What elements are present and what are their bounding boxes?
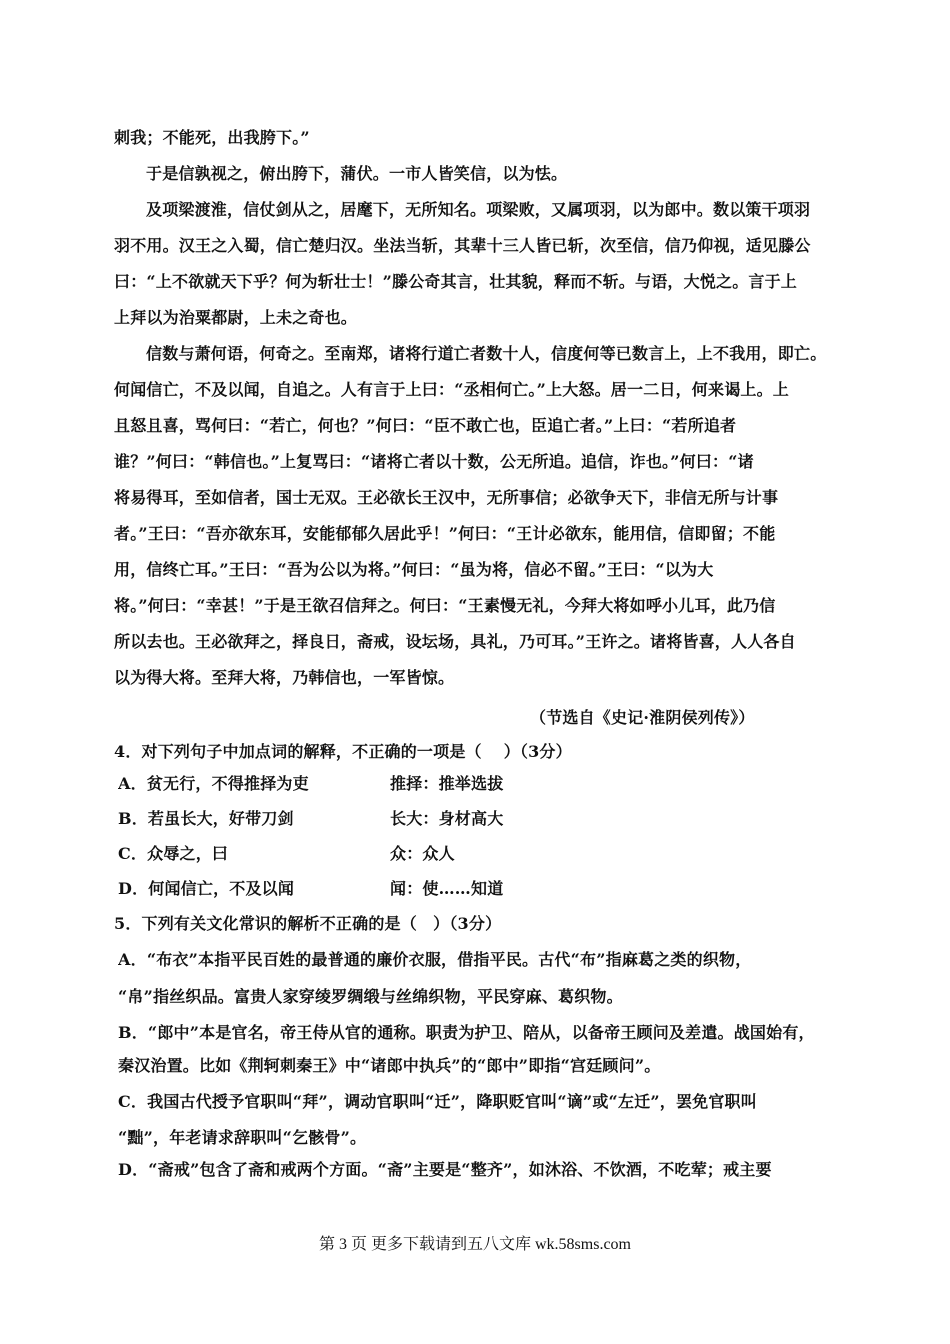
passage-line: 所以去也。王必欲拜之，择良日，斋戒，设坛场，具礼，乃可耳。”王许之。诸将皆喜，人人各自	[114, 632, 796, 651]
passage-line: 以为得大将。至拜大将，乃韩信也，一军皆惊。	[114, 668, 455, 687]
page-footer: 第 3 页 更多下载请到五八文库 wk.58sms.com	[318, 1236, 631, 1253]
passage-source: （节选自《史记·淮阴侯列传》）	[530, 708, 755, 727]
passage-line: 何闻信亡，不及以闻，自追之。人有言于上曰：“丞相何亡。”上大怒。居一二日，何来谒上。上	[114, 380, 790, 399]
passage-line: 刺我；不能死，出我胯下。”	[114, 128, 310, 147]
passage-line: 及项梁渡淮，信仗剑从之，居麾下，无所知名。项梁败，又属项羽，以为郎中。数以策干项羽	[146, 200, 811, 219]
passage-line: 上拜以为治粟都尉，上未之奇也。	[114, 308, 358, 327]
q4-option-d-gloss: 闻：使……知道	[390, 879, 504, 898]
passage-line: 信数与萧何语，何奇之。至南郑，诸将行道亡者数十人，信度何等已数言上，上不我用，即亡。	[146, 344, 827, 363]
passage-line: 用，信终亡耳。”王曰：“吾为公以为将。”何曰：“虽为将，信必不留。”王曰：“以为大	[114, 560, 714, 579]
q5-choice-line: “帛”指丝织品。富贵人家穿绫罗绸缎与丝绵织物，平民穿麻、葛织物。	[118, 987, 623, 1006]
passage-line: 于是信孰视之，俯出胯下，蒲伏。一市人皆笑信，以为怯。	[146, 164, 568, 183]
passage-line: 曰：“上不欲就天下乎？何为斩壮士！”滕公奇其言，壮其貌，释而不斩。与语，大悦之。言于上	[114, 272, 798, 291]
q5-choice-line: C．我国古代授予官职叫“拜”，调动官职叫“迁”，降职贬官叫“谪”或“左迁”，罢免官职叫	[118, 1092, 757, 1111]
q5-choice-line: 秦汉治置。比如《荆轲刺秦王》中“诸郎中执兵”的“郎中”即指“宫廷顾问”。	[118, 1056, 661, 1075]
q5-choice-line: B．“郎中”本是官名，帝王侍从官的通称。职责为护卫、陪从，以备帝王顾问及差遣。战国始有，	[118, 1023, 815, 1042]
q5-choice-line: D．“斋戒”包含了斋和戒两个方面。“斋”主要是“整齐”，如沐浴、不饮酒，不吃荤；戒主要	[118, 1160, 772, 1179]
q5-choice-line: “黜”，年老请求辞职叫“乞骸骨”。	[118, 1128, 367, 1147]
question-4-stem: 4．对下列句子中加点词的解释，不正确的一项是（ ）（3分）	[114, 742, 572, 761]
q4-option-c-gloss: 众：众人	[390, 844, 455, 863]
q4-option-c-sentence: C．众辱之，曰	[118, 844, 229, 863]
q4-option-d-sentence: D．何闻信亡，不及以闻	[118, 879, 295, 898]
q5-choice-line: A．“布衣”本指平民百姓的最普通的廉价衣服，借指平民。古代“布”指麻葛之类的织物，	[118, 950, 752, 969]
question-5-stem: 5．下列有关文化常识的解析不正确的是（ ）（3分）	[114, 914, 502, 933]
passage-line: 者。”王曰：“吾亦欲东耳，安能郁郁久居此乎！”何曰：“王计必欲东，能用信，信即留；不能	[114, 524, 776, 543]
q4-option-a-gloss: 推择：推举选拔	[390, 774, 504, 793]
passage-line: 且怒且喜，骂何曰：“若亡，何也？”何曰：“臣不敢亡也，臣追亡者。”上曰：“若所追者	[114, 416, 737, 435]
passage-line: 将易得耳，至如信者，国士无双。王必欲长王汉中，无所事信；必欲争天下，非信无所与计事	[114, 488, 779, 507]
passage-line: 将。”何曰：“幸甚！”于是王欲召信拜之。何曰：“王素慢无礼，今拜大将如呼小儿耳，此乃信	[114, 596, 776, 615]
q4-option-b-gloss: 长大：身材高大	[390, 809, 504, 828]
q4-option-a-sentence: A．贫无行，不得推择为吏	[118, 774, 309, 793]
passage-line: 羽不用。汉王之入蜀，信亡楚归汉。坐法当斩，其辈十三人皆已斩，次至信，信乃仰视，适见滕公	[114, 236, 811, 255]
q4-option-b-sentence: B．若虽长大，好带刀剑	[118, 809, 294, 828]
passage-line: 谁？”何曰：“韩信也。”上复骂曰：“诸将亡者以十数，公无所追。追信，诈也。”何曰：“诸	[114, 452, 754, 471]
